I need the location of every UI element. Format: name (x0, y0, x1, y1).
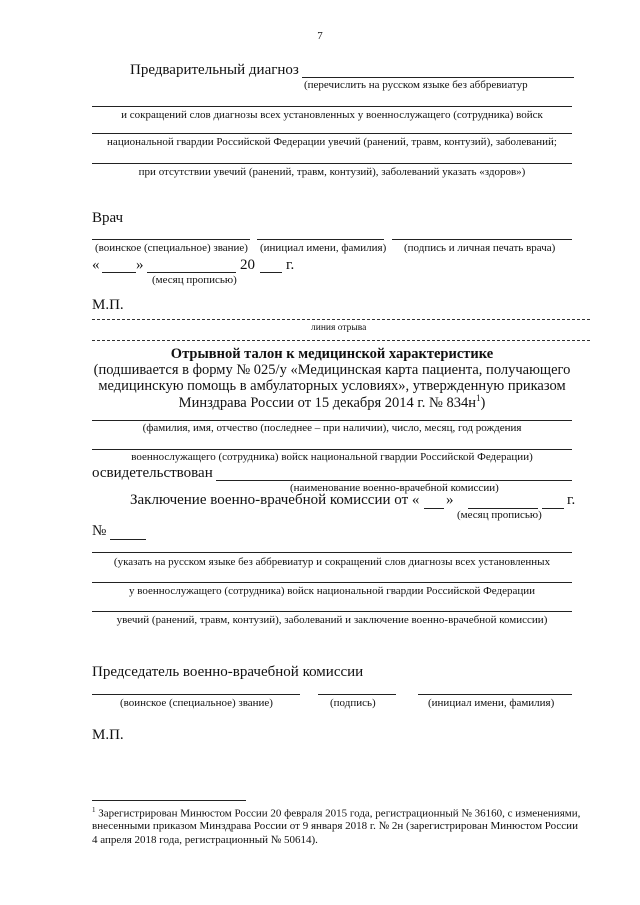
date-year-prefix: 20 (240, 257, 255, 273)
coupon-subtitle-2: медицинскую помощь в амбулаторных условиях», утвержденную приказом (98, 378, 566, 394)
number-label: № (92, 523, 107, 539)
conclusion-day-field[interactable] (424, 508, 444, 509)
diagnosis-caption-2: у военнослужащего (сотрудника) войск национальной гвардии Российской Федерации (128, 585, 536, 597)
doctor-date-month-field[interactable] (147, 272, 236, 273)
tear-line-bottom (92, 340, 590, 341)
date-close-quote: » (136, 257, 144, 273)
preliminary-diagnosis-field[interactable] (302, 77, 574, 78)
fio-field-2[interactable] (92, 449, 572, 450)
footnote-separator (92, 800, 246, 801)
commission-caption: (наименование военно-врачебной комиссии) (290, 482, 499, 494)
prelim-hint-1: (перечислить на русском языке без аббревиатур (304, 79, 528, 91)
tear-line-top (92, 319, 590, 320)
doctor-date-caption: (месяц прописью) (152, 274, 237, 286)
doctor-sign-caption: (подпись и личная печать врача) (404, 242, 556, 254)
conclusion-diagnosis-line-2[interactable] (92, 582, 572, 583)
diagnosis-caption-3: увечий (ранений, травм, контузий), заболеваний и заключение военно-врачебной комиссии) (116, 614, 548, 626)
commission-name-field[interactable] (216, 480, 572, 481)
doctor-sign-field[interactable] (392, 239, 572, 240)
chairman-rank-field[interactable] (92, 694, 300, 695)
fio-field[interactable] (92, 420, 572, 421)
date-open-quote: « (92, 257, 100, 273)
chairman-name-field[interactable] (418, 694, 572, 695)
chairman-sign-caption: (подпись) (330, 697, 376, 709)
coupon-subtitle-1: (подшивается в форму № 025/у «Медицинская карта пациента, получающего (93, 362, 571, 378)
diagnosis-line-2[interactable] (92, 133, 572, 134)
diagnosis-line-1[interactable] (92, 106, 572, 107)
chairman-name-caption: (инициал имени, фамилия) (428, 697, 555, 709)
diagnosis-line-3[interactable] (92, 163, 572, 164)
doctor-rank-caption: (воинское (специальное) звание) (95, 242, 248, 254)
footnote-ref[interactable]: 1 (475, 393, 481, 403)
conclusion-date-caption: (месяц прописью) (457, 509, 542, 521)
tear-line-label: линия отрыва (311, 323, 367, 333)
conclusion-year-suffix: г. (567, 492, 576, 508)
coupon-title: Отрывной талон к медицинской характеристике (170, 346, 494, 362)
preliminary-diagnosis-label: Предварительный диагноз (130, 62, 299, 78)
doctor-rank-field[interactable] (92, 239, 250, 240)
date-year-suffix: г. (286, 257, 295, 273)
chairman-rank-caption: (воинское (специальное) звание) (120, 697, 273, 709)
prelim-hint-3: национальной гвардии Российской Федерации увечий (ранений, травм, контузий), заболеваний; (107, 136, 557, 148)
prelim-hint-4: при отсутствии увечий (ранений, травм, контузий), заболеваний указать «здоров») (138, 166, 526, 178)
seal-label-2: М.П. (92, 727, 124, 743)
footnote-line-2: внесенными приказом Минздрава России от 9 января 2018 г. № 2н (зарегистрирован Минюстом России (92, 820, 578, 832)
conclusion-close-quote: » (446, 492, 454, 508)
doctor-date-day-field[interactable] (102, 272, 136, 273)
number-field[interactable] (110, 539, 146, 540)
page-number: 7 (317, 30, 323, 42)
footnote-line-3: 4 апреля 2018 года, регистрационный № 50614). (92, 834, 318, 846)
chairman-label: Председатель военно-врачебной комиссии (92, 664, 364, 680)
conclusion-label: Заключение военно-врачебной комиссии от « (130, 492, 420, 508)
diagnosis-caption-1: (указать на русском языке без аббревиатур и сокращений слов диагнозы всех установленных (113, 556, 551, 568)
conclusion-diagnosis-line-1[interactable] (92, 552, 572, 553)
conclusion-diagnosis-line-3[interactable] (92, 611, 572, 612)
serviceman-caption: военнослужащего (сотрудника) войск национальной гвардии Российской Федерации) (131, 451, 533, 463)
prelim-hint-2: и сокращений слов диагнозы всех установленных у военнослужащего (сотрудника) войск (121, 109, 543, 121)
footnote-line-1 (92, 806, 580, 820)
footnote-mark: 1 (92, 806, 96, 814)
footnote-line-1-text: Зарегистрирован Минюстом России 20 февраля 2015 года, регистрационный № 36160, с изменениями, (95, 807, 581, 820)
coupon-subtitle-3-text: Минздрава России от 15 декабря 2014 г. № 834н (178, 394, 476, 411)
conclusion-year-field[interactable] (542, 508, 564, 509)
chairman-sign-field[interactable] (318, 694, 396, 695)
coupon-subtitle-3 (92, 393, 572, 412)
doctor-date-year-field[interactable] (260, 272, 282, 273)
doctor-name-caption: (инициал имени, фамилия) (260, 242, 387, 254)
examined-label: освидетельствован (92, 465, 213, 481)
seal-label-1: М.П. (92, 297, 124, 313)
coupon-subtitle-3-end: ) (480, 394, 486, 411)
fio-caption: (фамилия, имя, отчество (последнее – при наличии), число, месяц, год рождения (142, 422, 522, 434)
doctor-label: Врач (92, 210, 124, 226)
doctor-name-field[interactable] (257, 239, 384, 240)
